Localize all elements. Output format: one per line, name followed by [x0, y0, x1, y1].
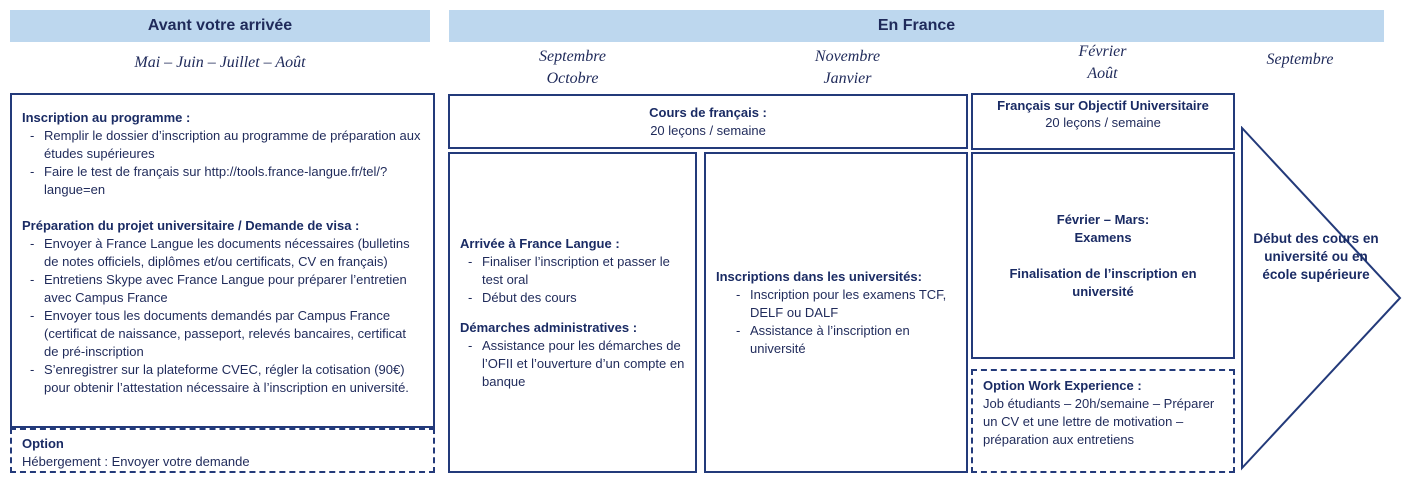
exams-line3: Finalisation de l’inscription en université	[1009, 265, 1197, 299]
fou-box	[971, 93, 1235, 150]
french-course-box	[448, 94, 968, 149]
list-item: - Remplir le dossier d’inscription au programme de préparation aux études supérieures	[44, 127, 423, 163]
before-arrival-box	[10, 93, 435, 428]
work-experience-text: Job étudiants – 20h/semaine – Préparer un CV et une lettre de motivation – préparation aux entretiens	[983, 396, 1215, 447]
period-sep-oct-line2: Octobre	[546, 70, 599, 87]
list-item: - Envoyer tous les documents demandés par Campus France (certificat de naissance, passeport, relevés bancaires, certificat de pré-inscription	[44, 307, 423, 361]
period-feb-aug	[1020, 41, 1185, 85]
exams-line1: Février – Mars:	[1056, 211, 1150, 227]
list-item: - Faire le test de français sur http://tools.france-langue.fr/tel/?langue=en	[44, 163, 423, 199]
exams-box	[971, 152, 1235, 359]
fou-sub: 20 leçons / semaine	[1045, 115, 1161, 130]
header-in-france	[449, 10, 1384, 42]
work-experience-title: Option Work Experience :	[983, 378, 1142, 393]
period-nov-jan-line1: Novembre	[814, 48, 881, 65]
arrival-title: Arrivée à France Langue :	[460, 235, 620, 251]
admin-list	[460, 337, 685, 391]
header-before-arrival	[10, 10, 430, 42]
arrow-shape	[1242, 128, 1400, 468]
university-registration-title: Inscriptions dans les universités:	[716, 268, 922, 284]
university-registration-list	[716, 286, 956, 358]
period-sep-oct-line1: Septembre	[539, 48, 606, 65]
period-nov-jan-line2: Janvier	[823, 70, 872, 87]
period-before: Mai – Juin – Juillet – Août	[134, 54, 306, 71]
list-item: - Début des cours	[482, 289, 685, 307]
list-item: - Assistance à l’inscription en université	[750, 322, 956, 358]
french-course-title: Cours de français :	[649, 104, 767, 120]
period-feb-aug-line2: Août	[1087, 65, 1118, 82]
option-title: Option	[22, 436, 64, 451]
option-housing-box	[10, 428, 435, 473]
french-course-sub: 20 leçons / semaine	[650, 122, 766, 138]
fou-title: Français sur Objectif Universitaire	[997, 98, 1209, 113]
admin-title: Démarches administratives :	[460, 319, 638, 335]
period-september: Septembre	[1266, 51, 1334, 68]
list-item: - Envoyer à France Langue les documents nécessaires (bulletins de notes officiels, diplômes et/ou certificats, CV en français)	[44, 235, 423, 271]
list-item: - Entretiens Skype avec France Langue pour préparer l’entretien avec Campus France	[44, 271, 423, 307]
list-item: - S’enregistrer sur la plateforme CVEC, régler la cotisation (90€) pour obtenir l’attestation nécessaire à l’inscription en université.	[44, 361, 423, 397]
period-nov-jan	[765, 46, 930, 90]
header-before-arrival-label: Avant votre arrivée	[147, 17, 293, 34]
visa-preparation-list	[22, 235, 423, 397]
arrow-label: Début des cours en université ou en école supérieure	[1253, 231, 1379, 282]
university-registration-box	[704, 152, 968, 473]
visa-preparation-title: Préparation du projet universitaire / Demande de visa :	[22, 218, 360, 233]
list-item: - Assistance pour les démarches de l’OFII et l’ouverture d’un compte en banque	[482, 337, 685, 391]
list-item: - Finaliser l’inscription et passer le test oral	[482, 253, 685, 289]
program-registration-title: Inscription au programme :	[22, 110, 191, 125]
program-registration-list	[22, 127, 423, 199]
start-university-arrow	[1240, 126, 1405, 471]
period-feb-aug-line1: Février	[1078, 43, 1127, 60]
list-item: - Inscription pour les examens TCF, DELF ou DALF	[750, 286, 956, 322]
arrival-list	[460, 253, 685, 307]
work-experience-box	[971, 369, 1235, 473]
option-text: Hébergement : Envoyer votre demande	[22, 454, 250, 469]
header-in-france-label: En France	[877, 17, 956, 34]
arrival-box	[448, 152, 697, 473]
exams-line2: Examens	[1074, 229, 1132, 245]
period-sep-oct	[490, 46, 655, 90]
